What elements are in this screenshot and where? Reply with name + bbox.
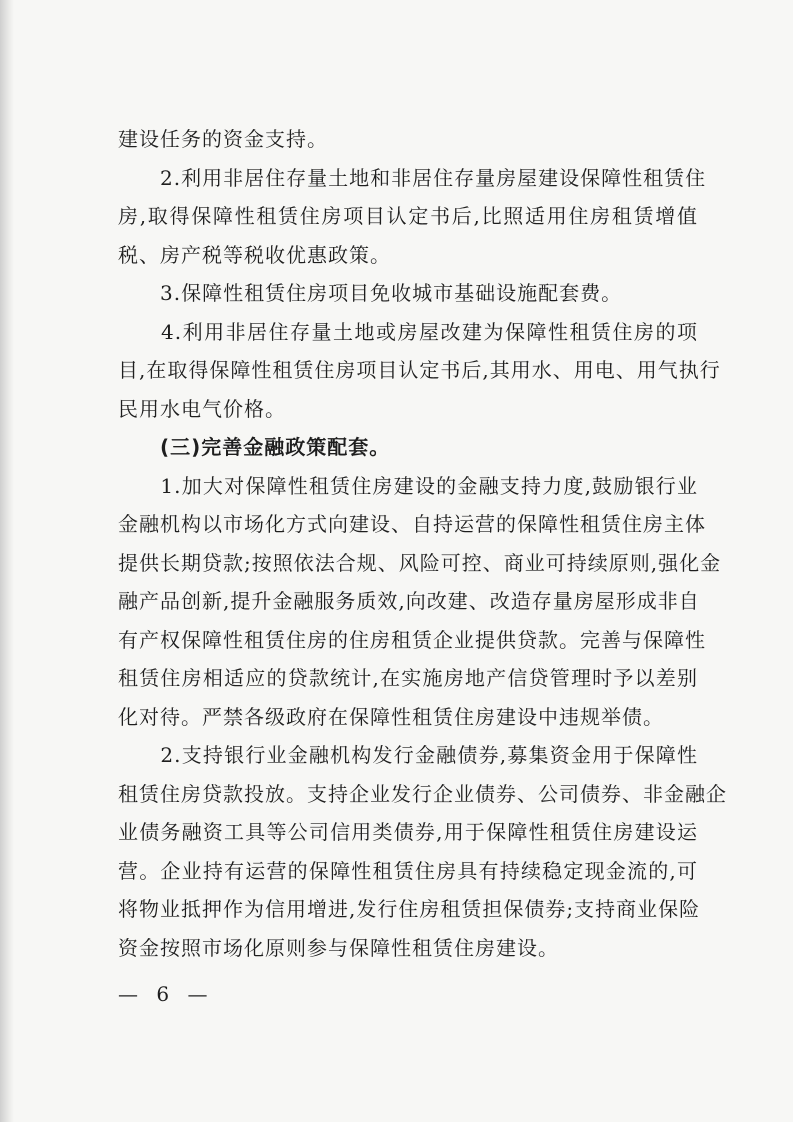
text-line: 3.保障性租赁住房项目免收城市基础设施配套费。 [118, 281, 623, 305]
text-line: 建设任务的资金支持。 [118, 127, 328, 151]
text-line: 将物业抵押作为信用增进,发行住房租赁担保债券;支持商业保险 [118, 897, 701, 921]
text-line: 金融机构以市场化方式向建设、自持运营的保障性租赁住房主体 [118, 512, 706, 536]
text-line: 业债务融资工具等公司信用类债券,用于保障性租赁住房建设运 [118, 820, 698, 844]
page-number: — 6 — [118, 982, 214, 1006]
text-line: 税、房产税等税收优惠政策。 [118, 242, 391, 267]
document-body [118, 120, 727, 967]
text-line: 营。企业持有运营的保障性租赁住房具有持续稳定现金流的,可 [118, 858, 698, 883]
text-line: 1.加大对保障性租赁住房建设的金融支持力度,鼓励银行业 [118, 473, 698, 498]
text-line: 融产品创新,提升金融服务质效,向改建、改造存量房屋形成非自 [118, 589, 700, 613]
text-line: 房,取得保障性租赁住房项目认定书后,比照适用住房租赁增值 [118, 204, 698, 228]
text-line: 租赁住房贷款投放。支持企业发行企业债券、公司债券、非金融企 [118, 781, 727, 806]
text-line: 有产权保障性租赁住房的住房租赁企业提供贷款。完善与保障性 [118, 627, 706, 652]
text-line: 2.支持银行业金融机构发行金融债券,募集资金用于保障性 [118, 743, 698, 767]
text-line: 提供长期贷款;按照依法合规、风险可控、商业可持续原则,强化金 [118, 550, 722, 575]
text-line: 民用水电气价格。 [118, 396, 286, 421]
text-line: 2.利用非居住存量土地和非居住存量房屋建设保障性租赁住 [118, 165, 707, 190]
text-line: 租赁住房相适应的贷款统计,在实施房地产信贷管理时予以差别 [118, 666, 698, 690]
scan-page-edge [0, 0, 14, 1122]
text-line: 4.利用非居住存量土地或房屋改建为保障性租赁住房的项 [118, 319, 698, 344]
text-line: 目,在取得保障性租赁住房项目认定书后,其用水、用电、用气执行 [118, 358, 721, 382]
text-line: 资金按照市场化原则参与保障性租赁住房建设。 [118, 935, 559, 960]
section-heading: (三)完善金融政策配套。 [118, 435, 391, 459]
text-line: 化对待。严禁各级政府在保障性租赁住房建设中违规举债。 [118, 704, 664, 729]
